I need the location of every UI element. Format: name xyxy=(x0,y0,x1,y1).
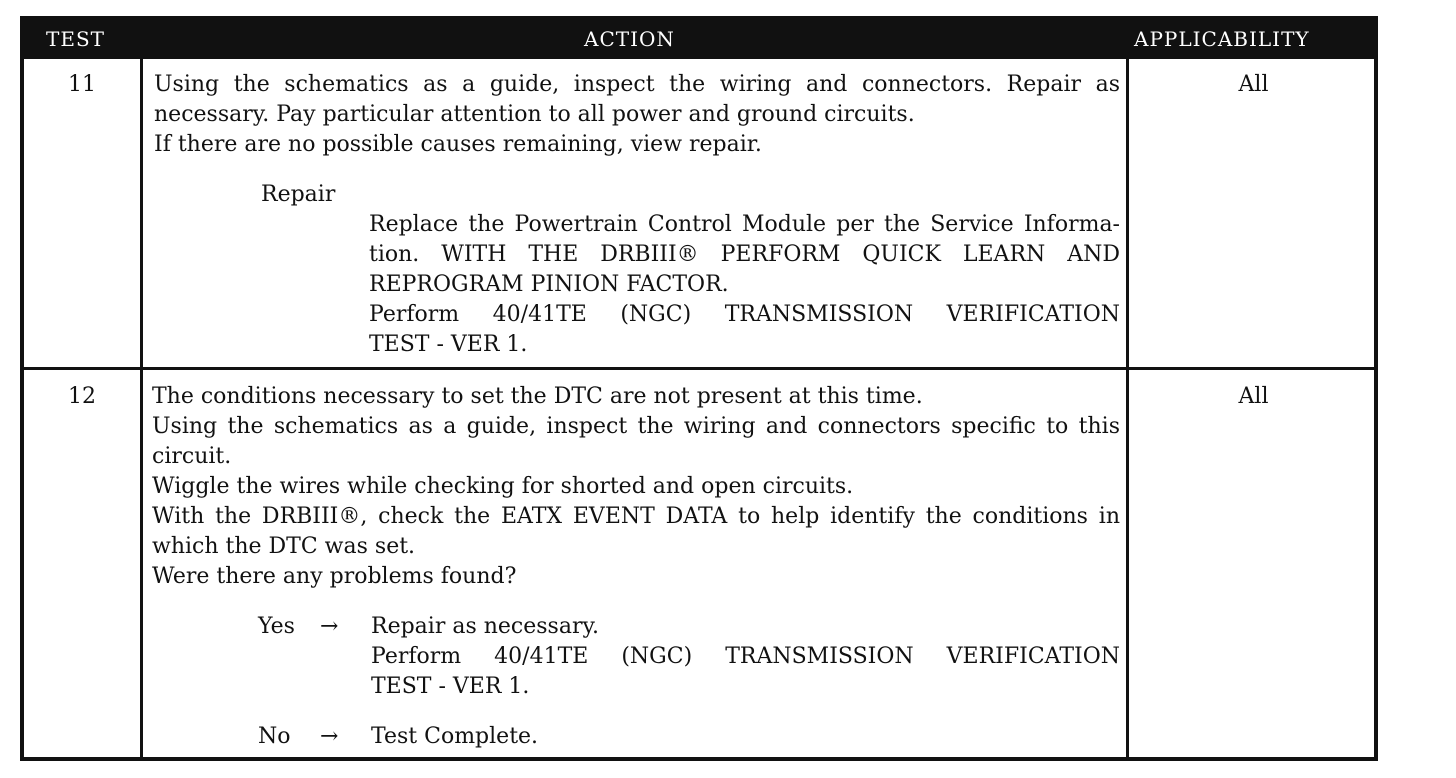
diagnostic-table xyxy=(20,16,1378,761)
header-applicability: APPLICABILITY xyxy=(1134,27,1310,51)
row-12-line-7: Were there any problems found? xyxy=(152,564,517,589)
row-11-repair-line-4: Perform 40/41TE (NGC) TRANSMISSION VERIFICATION xyxy=(369,302,1120,327)
row-12-line-6: which the DTC was set. xyxy=(152,534,416,559)
row-divider xyxy=(24,367,1374,370)
row-11-line-2: necessary. Pay particular attention to all power and ground circuits. xyxy=(154,102,915,127)
row-12-no-text: Test Complete. xyxy=(371,724,539,749)
table-header xyxy=(24,20,1374,59)
row-12-line-2: Using the schematics as a guide, inspect the wiring and connectors specific to this xyxy=(152,414,1120,439)
row-12-line-3: circuit. xyxy=(152,444,232,469)
row-12-line-1: The conditions necessary to set the DTC are not present at this time. xyxy=(152,384,923,409)
row-11-applicability: All xyxy=(1238,72,1269,97)
row-12-line-5: With the DRBIII®, check the EATX EVENT DATA to help identify the conditions in xyxy=(152,504,1120,529)
row-11-test-number: 11 xyxy=(68,72,96,97)
row-12-yes-arrow-icon: → xyxy=(320,614,339,639)
row-11-line-3: If there are no possible causes remaining, view repair. xyxy=(154,132,762,157)
row-11-repair-line-2: tion. WITH THE DRBIII® PERFORM QUICK LEARN AND xyxy=(369,242,1120,267)
row-12-test-number: 12 xyxy=(68,384,96,409)
row-12-line-4: Wiggle the wires while checking for shorted and open circuits. xyxy=(152,474,854,499)
row-12-applicability: All xyxy=(1238,384,1269,409)
row-12-no-label: No xyxy=(258,724,291,749)
row-12-yes-line-1: Repair as necessary. xyxy=(371,614,599,639)
row-11-line-1: Using the schematics as a guide, inspect the wiring and connectors. Repair as xyxy=(154,72,1120,97)
header-test: TEST xyxy=(46,27,105,51)
row-11-repair-line-1: Replace the Powertrain Control Module per the Service Informa- xyxy=(369,212,1120,237)
row-12-no-arrow-icon: → xyxy=(320,724,339,749)
header-action: ACTION xyxy=(584,27,675,51)
column-divider-test xyxy=(140,59,143,761)
row-11-repair-label: Repair xyxy=(261,182,336,207)
row-11-repair-line-3: REPROGRAM PINION FACTOR. xyxy=(369,272,729,297)
row-11-repair-line-5: TEST - VER 1. xyxy=(369,332,528,357)
row-12-yes-line-2: Perform 40/41TE (NGC) TRANSMISSION VERIFICATION xyxy=(371,644,1120,669)
row-12-yes-line-3: TEST - VER 1. xyxy=(371,674,530,699)
row-12-yes-label: Yes xyxy=(258,614,295,639)
